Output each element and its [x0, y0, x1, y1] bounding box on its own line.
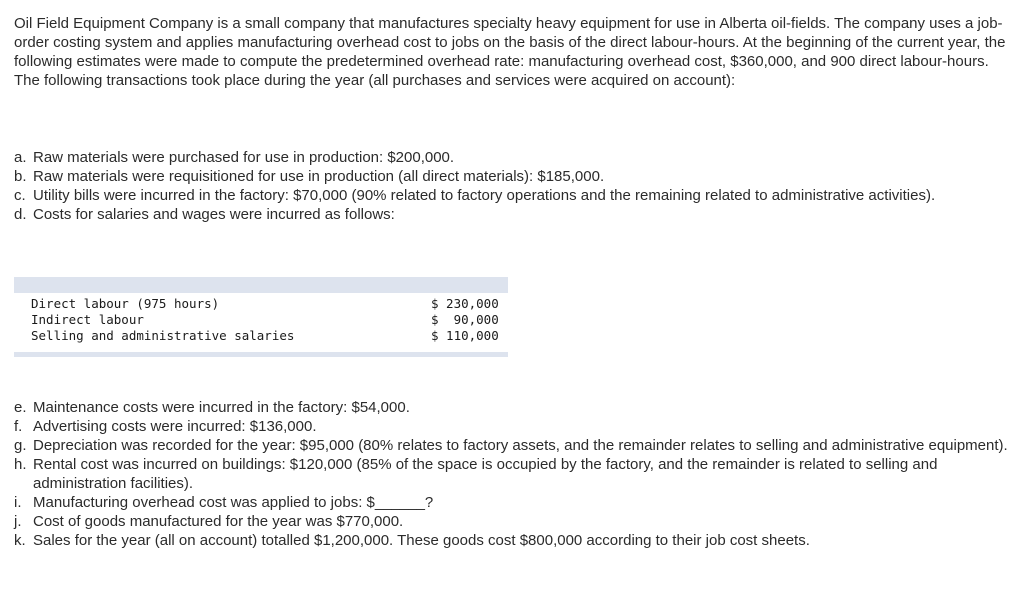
list-item	[14, 398, 1009, 417]
table-row	[14, 312, 508, 328]
item-label: i.	[14, 494, 22, 511]
item-label: h.	[14, 456, 27, 473]
row-amount: $ 90,000	[431, 312, 499, 327]
list-item	[14, 417, 1009, 436]
item-label: k.	[14, 532, 26, 549]
item-text: Raw materials were requisitioned for use in production (all direct materials): $185,000.	[33, 168, 605, 185]
list-item	[14, 436, 1009, 455]
table-header-bar	[14, 277, 508, 293]
list-item	[14, 512, 1009, 531]
row-amount: $ 110,000	[431, 328, 499, 343]
list-item	[14, 186, 1009, 205]
list-item	[14, 493, 1009, 512]
item-label: a.	[14, 149, 27, 166]
table-row	[14, 328, 508, 344]
salaries-table-container	[14, 277, 508, 357]
item-label: d.	[14, 206, 27, 223]
item-text: Sales for the year (all on account) totalled $1,200,000. These goods cost $800,000 according to their job cost sheets.	[33, 532, 810, 549]
item-text: Utility bills were incurred in the factory: $70,000 (90% related to factory operations and the remaining related to administrative activities).	[33, 187, 936, 204]
problem-intro: Oil Field Equipment Company is a small company that manufactures specialty heavy equipment for use in Alberta oil-fields. The company uses a job-order costing system and applies manufacturing overhead cost to jobs on the basis of the direct labour-hours. At the beginning of the current year, the following estimates were made to compute the predetermined overhead rate: manufacturing overhead cost, $360,000, and 900 direct labour-hours. The following transactions took place during the year (all purchases and services were acquired on account):	[14, 15, 1006, 89]
salaries-table	[14, 296, 508, 344]
item-text: Manufacturing overhead cost was applied to jobs: $______?	[33, 494, 434, 511]
list-item	[14, 531, 1009, 550]
item-label: b.	[14, 168, 27, 185]
list-item	[14, 148, 1009, 167]
table-footer-bar	[14, 352, 508, 357]
item-label: g.	[14, 437, 27, 454]
item-text: Raw materials were purchased for use in production: $200,000.	[33, 149, 455, 166]
list-item	[14, 205, 1009, 224]
item-text: Rental cost was incurred on buildings: $120,000 (85% of the space is occupied by the factory, and the remainder is related to selling and administration facilities).	[33, 456, 938, 492]
item-label: e.	[14, 399, 27, 416]
list-item	[14, 455, 1009, 493]
list-item	[14, 167, 1009, 186]
item-text: Maintenance costs were incurred in the factory: $54,000.	[33, 399, 410, 416]
row-amount: $ 230,000	[431, 296, 499, 311]
item-text: Advertising costs were incurred: $136,000.	[33, 418, 317, 435]
item-label: f.	[14, 418, 23, 435]
item-text: Costs for salaries and wages were incurred as follows:	[33, 206, 395, 223]
transaction-list-first	[14, 148, 1009, 224]
row-description: Selling and administrative salaries	[31, 328, 295, 343]
item-label: j.	[14, 513, 22, 530]
transaction-list-second	[14, 398, 1009, 550]
row-description: Indirect labour	[31, 312, 144, 327]
item-label: c.	[14, 187, 26, 204]
item-text: Cost of goods manufactured for the year was $770,000.	[33, 513, 404, 530]
table-row	[14, 296, 508, 312]
row-description: Direct labour (975 hours)	[31, 296, 220, 311]
item-text: Depreciation was recorded for the year: $95,000 (80% relates to factory assets, and the remainder relates to selling and administrative equipment).	[33, 437, 1008, 454]
